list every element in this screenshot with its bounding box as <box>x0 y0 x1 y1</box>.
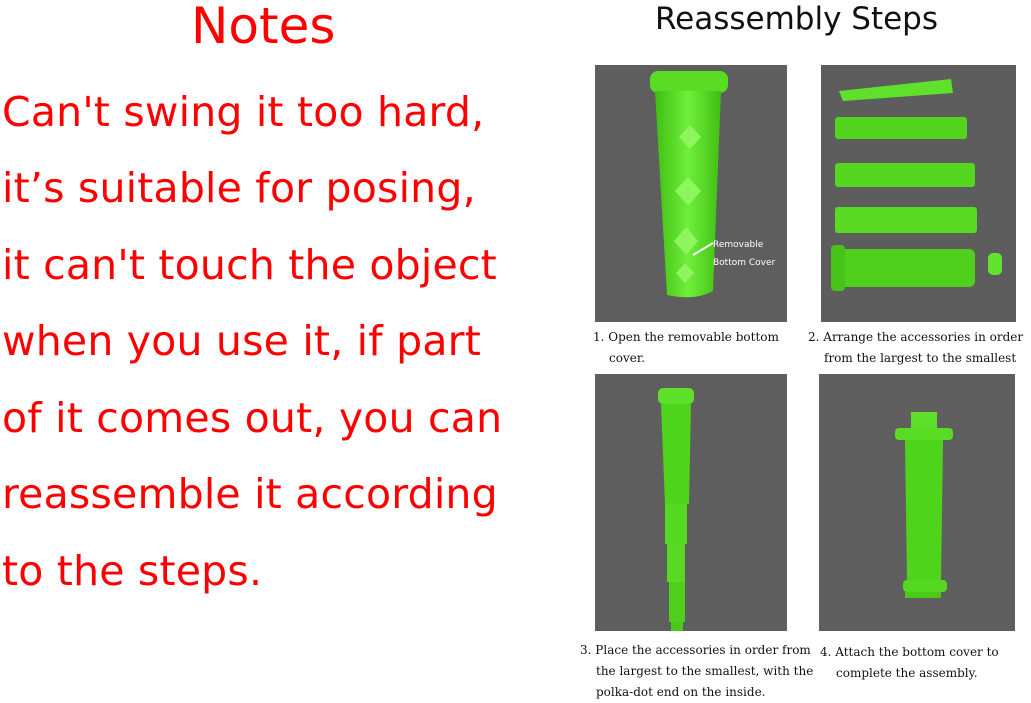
step-2-number: 2. <box>808 330 820 344</box>
step-4-caption <box>820 642 1025 684</box>
step-4-line1: Attach the bottom cover to <box>835 645 999 659</box>
step-1-line1: Open the removable bottom <box>608 330 779 344</box>
step-4-number: 4. <box>820 645 832 659</box>
removable-label-1: Removable <box>713 240 764 250</box>
step-1-caption <box>593 327 798 369</box>
step-1-number: 1. <box>593 330 605 344</box>
step-2-caption <box>808 327 1028 369</box>
notes-line-6: reassemble it according <box>2 470 498 518</box>
step-3-line3: polka-dot end on the inside. <box>596 685 766 699</box>
notes-line-5: of it comes out, you can <box>2 394 503 442</box>
step-2-photo <box>821 65 1016 322</box>
steps-title: Reassembly Steps <box>655 1 939 37</box>
step-1-line2: cover. <box>609 351 646 365</box>
step-3-caption <box>580 640 815 703</box>
step-4-photo <box>819 374 1015 631</box>
step-3-number: 3. <box>580 643 592 657</box>
step-3-line1: Place the accessories in order from <box>595 643 811 657</box>
notes-title: Notes <box>191 0 336 55</box>
notes-line-2: it’s suitable for posing, <box>2 164 476 212</box>
step-4-line2: complete the assembly. <box>836 666 978 680</box>
notes-line-3: it can't touch the object <box>2 241 497 289</box>
notes-line-4: when you use it, if part <box>2 317 482 365</box>
notes-line-1: Can't swing it too hard, <box>2 88 485 136</box>
step-1-photo <box>595 65 787 322</box>
step-2-line1: Arrange the accessories in order <box>823 330 1024 344</box>
step-2-line2: from the largest to the smallest <box>824 351 1017 365</box>
step-3-line2: the largest to the smallest, with the <box>596 664 814 678</box>
removable-label-2: Bottom Cover <box>713 258 776 268</box>
notes-line-7: to the steps. <box>2 547 263 595</box>
step-3-photo <box>595 374 787 631</box>
